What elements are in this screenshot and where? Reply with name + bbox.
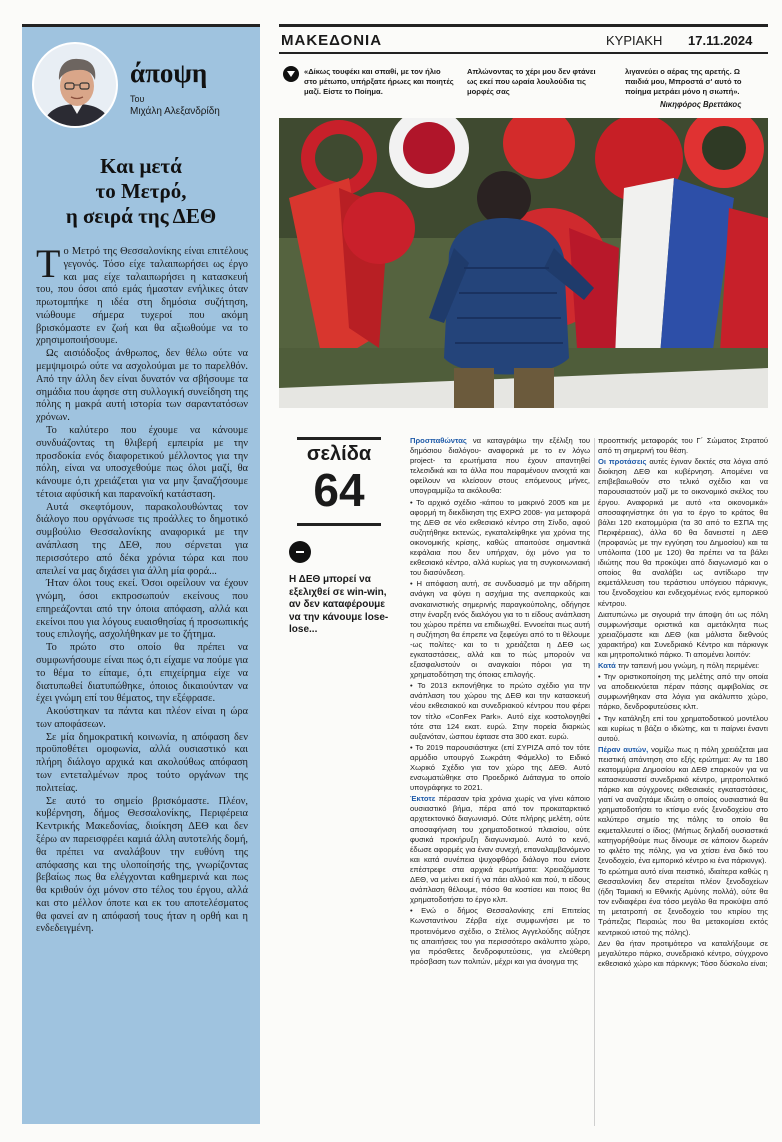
minus-icon [289,541,311,563]
memorial-wreaths-photo [279,118,768,408]
paragraph: • Η απόφαση αυτή, σε συνδυασμό με την αδήριτη ανάγκη να φύγει η ασχήμια της ανεπαρκούς και ανακαινιστικής σημερινής παραγκούπολης, οδήγησε στην έναρξη ενός διαλόγου για το τι είδους ανάπλαση του χώρου πρέπει να επιδιωχθεί. Εννοείται πως αυτή η συζήτηση θα έπρεπε να ξεφεύγει από το τι θέλουμε -ως πολίτες- και το τι χρειάζεται η ΔΕΘ ως εγκαταστάσεις, αλλά και το πώς μπορούν να εξασφαλιστούν οι αναγκαίοι πόροι για τη χρηματοδότηση της όποιας επιλογής. [410,579,590,680]
column-divider [594,438,595,1126]
paragraph: Το πρώτο στο οποίο θα πρέπει να συμφωνήσουμε είναι πως ό,τι είχαμε να πούμε για το θέμα το είπαμε, ό,τι επιχείρημα είχε να διατυπωθεί διατυπώθηκε, όποιος δικαιούνταν να έχει γνώμη επί του θέματος, την εξέφρασε. [36,642,248,705]
author-avatar [32,42,118,128]
page-number: 64 [313,464,365,516]
lead-word: Έκτοτε [410,794,436,804]
byline-prefix: Του [130,94,145,104]
paragraph: Οι προτάσεις αυτές έγιναν δεκτές στα λόγια από διοίκηση ΔΕΘ και κυβέρνηση. Απομένει να επιβεβαιωθούν στο τελικό σχέδιο και να παρουσιαστούν μαζί με το οικονομικό σκέλος του έργου. Αναφορικά με αυτό «τα οικονομικά» αποσαφηνίστηκε ότι για το έργο το κράτος θα βάλει 120 εκατομμύρια (τα 30 από το ΕΣΠΑ της Περιφέρειας), άλλα 60 θα δανειστεί η ΔΕΘ (προφανώς με την εγγύηση του Δημοσίου) και τα υπόλοιπα (100 με 120) θα πρέπει να τα βάλει ιδιώτης που θα προκύψει από διαγωνισμό και ο οποίος θα αναλάβει ως αντίδωρο την εκμετάλλευση του τεράστιου υπόγειου πάρκινγκ, του ξενοδοχείου και ενδεχομένως ενός εμπορικού κέντρου. [598,457,768,608]
paragraph: • Την οριστικοποίηση της μελέτης από την οποία να αποδεικνύεται πέραν πάσης αμφιβολίας σε συμφωνήθηκαν στα λόγια για ακάλυπτο χώρο, πάρκο, δενδροφυτεύσεις κλπ. [598,672,768,712]
paragraph: Κατά την ταπεινή μου γνώμη, η πόλη περιμένει: [598,661,760,671]
paragraph: Προσπαθώντας να καταγράψω την εξέλιξη του δημόσιου διαλόγου- αναφορικά με το εν λόγω project- τα ερωτήματα που έχουν απαντηθεί τελεσιδικά και τα άλλα που παραμένουν ανοιχτά και οφείλουν να κλείσουν στους επόμενους μήνες, υπογραμμίζω τα ακόλουθα: [410,436,590,496]
paragraph: Διατυπώνω με σιγουριά την άποψη ότι ως πόλη συμφωνήσαμε οριστικά και αμετάκλητα πως χρειαζόμαστε και ΔΕΘ (και μάλιστα διεθνούς χαρακτήρα) και Συνεδριακό Κέντρο και πάρκινγκ και μητροπολιτικό πάρκο. Τι απομένει λοιπόν: [598,609,768,659]
headline-line: το Μετρό, [95,179,187,203]
paragraph: • Το αρχικό σχέδιο -κάπου το μακρινό 2005 και με αφορμή τη διεκδίκηση της EXPO 2008- για μεταφορά της ΔΕΘ σε νέο εκθεσιακό κέντρο στη Σίνδο, αφού συζητήθηκε εκτενώς, εγκαταλείφθηκε για χρόνια της οικονομικής κρίσης, καθώς απαιτούσε σημαντικά κεφάλαια που δεν υπήρχαν, όχι μόνο για το εκθεσιακό κέντρο, αλλά κυρίως για τη συγκοινωνιακή του διασύνδεση. [410,497,590,578]
lead-word: Προσπαθώντας [410,436,467,445]
byline-author: Μιχάλη Αλεξανδρίδη [130,106,220,117]
paragraph: Σε αυτό το σημείο βρισκόμαστε. Πλέον, κυβέρνηση, δήμος Θεσσαλονίκης, Περιφέρεια Κεντρικής Μακεδονίας, διοίκηση ΔΕΘ και δεν ξέρω αν παρεισφρέει καμιά άλλη αυτοτελής δομή, θα πρέπει να αναλάβουν την ευθύνη της απόφασης και της υλοποίησής της, γνωρίζοντας βεβαίως πως θα ελέγχονται καθημερινά και πως θα κριθούν όχι μόνον στο τέλος του έργου, αλλά και στο μέλλον όποτε και εκ του αποτελέσματος θα φανεί αν η απόφασή τους ήταν η ορθή και η ενδεδειγμένη. [36,795,248,935]
paragraph: Ήταν όλοι τους εκεί. Όσοι οφείλουν να έχουν γνώμη, όσοι εκπροσωπούν εκείνους που επηρεάζονται από την όποια απόφαση, αλλά και εκείνοι που για λόγους ευαισθησίας ή προσωπικής τους επιλογής, ασχολήθηκαν με το ζήτημα. [36,578,248,641]
page-number-box [297,437,381,527]
paragraph: Σε μία δημοκρατική κοινωνία, η απόφαση δεν προϋποθέτει ομοφωνία, αλλά ουσιαστικό και πλήρη διάλογο αρχικά και ακολούθως απόφαση των εντεταλμένων προς τούτο οργάνων της πολιτείας. [36,731,248,794]
paragraph: Αυτά σκεφτόμουν, παρακολουθώντας τον διάλογο που οργάνωσε τις προάλλες το δημοτικό συμβούλιο Θεσσαλονίκης αναφορικά με την ανάπλαση της ΔΕΘ, που σέρνεται για περισσότερο από δέκα χρόνια τώρα και που απειλεί να μας διχάσει για άλλη μία φορά... [36,501,248,577]
section-title: ΜΑΚΕΔΟΝΙΑ [281,32,383,49]
header-top-rule [279,24,768,27]
paragraph: Έκτοτε πέρασαν τρία χρόνια χωρίς να γίνει κάποιο ουσιαστικό βήμα, πέρα από τον προκαταρκτικό αρχιτεκτονικό διαγωνισμό. Ούτε πλήρης μελέτη, ούτε αποσαφήνιση του χρηματοδοτικού πλαισίου, ούτε φυσικά προκήρυξη διαγωνισμού. Αυτό το κενό, έδωσε αφορμές για έναν συνεχή, επαναλαμβανόμενο και κατά συνέπεια ψυχοφθόρο διάλογο που ενίοτε επέστρεφε στα αρχικά ερωτήματα: Χρειαζόμαστε ΔΕΘ, να μείνει εκεί ή να πάει αλλού και πού, τι είδους ανάπλαση θέλουμε, πόσο θα κοστίσει και ποιος θα χρηματοδοτήσει το έργο κλπ. [410,794,590,905]
header-bottom-rule [279,52,768,54]
lead-word: Κατά [598,661,616,671]
page-word: σελίδα [306,443,372,465]
chevron-down-icon [283,66,299,82]
article-column-middle [410,436,590,968]
paragraph: Το καλύτερο που έχουμε να κάνουμε συνδυάζοντας τη θλιβερή εμπειρία με την προσδοκία ενός διαφορετικού μέλλοντος για την πόλη, είναι να υποσχεθούμε πως όλοι μαζί, θα κάνουμε ό,τι χρειάζεται για να μην ξαναζήσουμε τέτοια αφύσική και παρανοϊκή κατάσταση. [36,424,248,500]
opinion-body [36,241,248,936]
quote-part-1: «Δίκως τουφέκι και σπαθί, με τον ήλιο στο μέτωπο, υπήρξατε ήρωες και ποιητές μαζί. Είστε το Ποίημα. [304,67,454,96]
paragraph: Δεν θα ήταν προτιμότερο να καταλήξουμε σε μεγαλύτερο πάρκο, συνεδριακό κέντρο, σύγχρονο εκθεσιακό χώρο και πάρκινγκ; Τόσο δύσκολο είναι; [598,938,768,968]
paragraph: Το ερώτημα αυτό είναι πειστικό, ιδιαίτερα καθώς η Θεσσαλονίκη δεν στερείται πλέον ξενοδοχείων (ήδη Ταμιακή κι Εθνικής Αμύνης πολλά), ούτε θα τον ενδιαφέρει ένα τόσο μεγάλο θα προκύψει από τη μετατροπή σε ξενοδοχείο του κτιρίου της Τράπεζας Πειραιώς που θα μετακομίσει εκτός κεντρικού ιστού της πόλης). [598,866,768,937]
opinion-label: άποψη [130,58,208,88]
issue-date: 17.11.2024 [688,33,753,48]
article-column-right [598,436,768,970]
paragraph: • Την κατάληξη επί του χρηματοδοτικού μοντέλου και κυρίως τι βάζει ο ιδιώτης, και τι παίρνει έναντι αυτού. [598,713,768,743]
quote-part-2: Απλώνοντας το χέρι μου δεν φτάνει ως εκεί που ωραία λουλούδια τις μορφές σας [467,67,596,96]
issue-day: ΚΥΡΙΑΚΗ [606,33,663,48]
page-box-top-rule [297,437,381,440]
quote-author: Νικηφόρος Βρεττάκος [660,100,742,109]
quote-part-3: λιγανεύει ο αέρας της αρετής. Ω παιδιά μου, Μπροστά σ' αυτό το ποίημα μετράει μόνο η σιωπή». [625,67,742,96]
opinion-headline [22,154,260,229]
lead-word: Πέραν αυτών, [598,744,649,754]
column-top-rule [22,24,260,27]
paragraph: Ακούστηκαν τα πάντα και πλέον είναι η ώρα των αποφάσεων. [36,706,248,730]
page-box-bottom-rule [297,523,381,526]
paragraph: Πέραν αυτών, νομίζω πως η πόλη χρειάζεται μια πειστική απάντηση στο εξής ερώτημα: Αν τα 180 εκατομμύρια Δημοσίου και ΔΕΘ επαρκούν για να κατασκευαστεί συνεδριακό κέντρο, μητροπολιτικό πάρκο και σύγχρονες εκθεσιακές εγκαταστάσεις, γιατί να αναζητάμε ιδιώτη ο οποίος ουσιαστικά θα χρηματοδοτήσει το κτίσιμο ενός ξενοδοχείου στο καλύτερο σημείο της πόλης το οποίο θα εκμεταλλευτεί ο ίδιος; (Μήπως δηλαδή ουσιαστικά κατηγορήθούμε πως δίνουμε σε κάποιον δωρεάν το φιλέτο της πόλης, για να χτίσει ένα δικό του ξενοδοχείο, ένα εμπορικό κέντρο κι ένα πάρκινγκ). [598,744,768,865]
lead-word: Οι προτάσεις [598,457,647,467]
opinion-column [22,24,260,1124]
paragraph: • Το 2013 εκπονήθηκε το πρώτο σχέδιο για την ανάπλαση του χώρου της ΔΕΘ και την κατασκευή νέου εκθεσιακού και συνεδριακού κέντρου που φέρει τον τίτλο «ConFex Park». Αυτό είχε κοστολογηθεί τότε στα 124 εκατ. ευρώ. Στην πορεία διαρκώς αυξανόταν, ώσπου έφτασε στα 300 εκατ. ευρώ. [410,681,590,741]
paragraph: • Ενώ ο δήμος Θεσσαλονίκης επί Επιτείας Κωνσταντίνου Ζέρβα είχε συμφωνήσει με το προτεινόμενο σχέδιο, ο Στέλιος Αγγελούδης αύξησε τις απαιτήσεις του για περισσότερο ακάλυπτο χώρο, για πρόσθετες δενδροφυτεύσεις, για ελεύθερη πρόσβαση των πολιτών, μέχρι και για άνοιγμα της [410,906,590,966]
drop-cap: Τ [36,241,61,286]
paragraph: • Το 2019 παρουσιάστηκε (επί ΣΥΡΙΖΑ από τον τότε αρμόδιο υπουργό Σωκράτη Φάμελλο) το Ειδικό Χωρικό Σχέδιο για τον χώρο της ΔΕΘ. Αυτό ενσωματώθηκε στο Προεδρικό Διάταγμα το οποίο υπογράφηκε το 2021. [410,742,590,793]
headline-line: η σειρά της ΔΕΘ [65,204,217,228]
paragraph: προοπτικής μεταφοράς του Γ΄ Σώματος Στρατού από τη σημερινή του θέση. [598,436,768,456]
paragraph: Ως αισιόδοξος άνθρωπος, δεν θέλω ούτε να μεμψιμοιρώ ούτε να ασχολούμαι με το παρελθόν. Από την άλλη δεν είναι δυνατόν να σβήσουμε τα σημάδια που άφησε στη συλλογική συνείδηση της πόλης η μακρά αυτή ιστορία των σαραντατόσων χρόνων. [36,348,248,424]
pull-quote: Η ΔΕΘ μπορεί να εξελιχθεί σε win-win, αν δεν καταφέρουμε να την κάνουμε lose-lose... [289,574,389,636]
paragraph: Το Μετρό της Θεσσαλονίκης είναι επιτέλους γεγονός. Τόσο είχε ταλαιπωρήσει ως έργο και μας είχε ταλαιπωρήσει η κατασκευή του, που όσοι από εμάς ήμασταν ενήλικες όταν πρωτομπήκε η ιδέα στη δημόσια συζήτηση, νιώθουμε σήμερα τυχεροί που ακόμη βρισκόμαστε εν ζωή και θα αξιωθούμε να το χρησιμοποιήσουμε. [36,241,248,347]
headline-line: Και μετά [100,154,182,178]
